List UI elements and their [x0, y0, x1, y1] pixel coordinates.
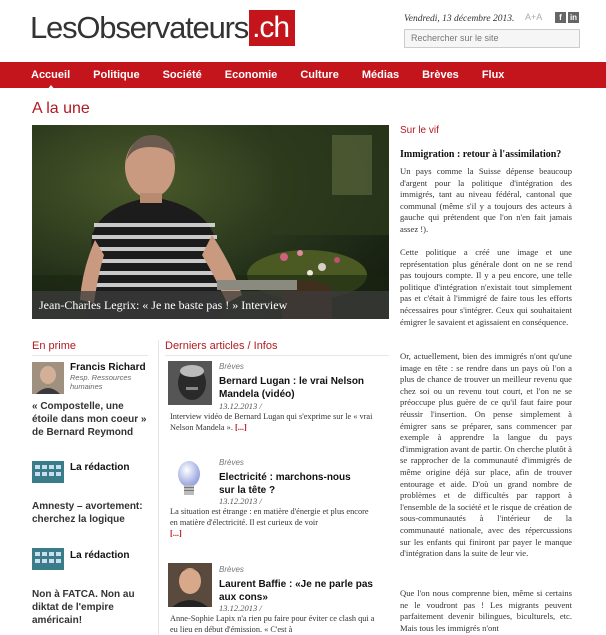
vif-title[interactable]: Immigration : retour à l'assimilation?	[400, 149, 562, 160]
prime-divider	[32, 355, 148, 356]
site-header	[0, 0, 606, 62]
vif-paragraph: Un pays comme la Suisse dépense beaucoup d'argent pour la politique d'intégration des immigrés, tant au niveau fédéral, cantonal que communal (même s'il y a toujours des acteurs à gauche qui prétendent que l'on n'en fait jamais assez !).	[400, 166, 572, 234]
nav-item-politique[interactable]: Politique	[93, 69, 140, 81]
article-date: 13.12.2013 /	[219, 401, 262, 411]
column-divider	[158, 340, 159, 635]
article-date: 13.12.2013 /	[219, 603, 262, 613]
prime-article-link[interactable]: « Compostelle, une étoile dans mon coeur » de Bernard Reymond	[32, 401, 147, 438]
author-avatar	[32, 362, 64, 394]
prime-article-link[interactable]: Amnesty – avortement: cherchez la logique	[32, 501, 143, 525]
prime-author-role: Resp. Ressources humaines	[70, 373, 132, 391]
hero-featured[interactable]	[32, 125, 389, 319]
site-logo[interactable]	[30, 10, 295, 46]
vif-heading: Sur le vif	[400, 125, 439, 136]
prime-heading: En prime	[32, 340, 77, 352]
nav-item-societe[interactable]: Société	[162, 69, 202, 81]
prime-author-block	[70, 362, 150, 391]
linkedin-icon[interactable]: in	[569, 13, 578, 22]
font-size-toggle[interactable]: A+A	[525, 12, 543, 22]
main-nav	[0, 62, 606, 88]
prime-author-name[interactable]: Francis Richard	[70, 362, 146, 373]
article-excerpt-text: Anne-Sophie Lapix n'a rien pu faire pour éviter ce clash qui a eu lieu en début d'émission. « C'est à	[170, 614, 375, 634]
nav-item-accueil[interactable]: Accueil	[31, 69, 71, 81]
nav-item-medias[interactable]: Médias	[361, 69, 400, 81]
search-input[interactable]: Rechercher sur le site	[404, 29, 580, 48]
nav-item-culture[interactable]: Culture	[300, 69, 339, 81]
article-thumbnail[interactable]	[168, 361, 212, 405]
nav-item-breves[interactable]: Brèves	[422, 69, 459, 81]
read-more-link[interactable]: [...]	[170, 529, 182, 538]
vif-paragraph: Que l'on nous comprenne bien, même si certains ne le voudront pas ! Les migrants peuvent parfaitement devenir bilingues, biculturels, etc. Mais tous les immigrés n'ont	[400, 588, 572, 633]
keyboard-icon	[32, 548, 64, 570]
logo-text: LesObservateurs	[30, 10, 249, 45]
section-title: A la une	[32, 100, 90, 117]
articles-divider	[165, 355, 389, 356]
article-excerpt	[170, 506, 375, 539]
nav-item-flux[interactable]: Flux	[481, 69, 505, 81]
vif-paragraph: Cette politique a créé une image et une représentation plus générale dont on ne se rend pas toujours compte. Il y a peu encore, une telle politique d'intégration n'existait tout simplement pas et c'était à l'immigré de faire tous les efforts nécessaires pour s'intégrer. Ceux qui souhaitaient émigrer le savaient et agissaient en conséquence.	[400, 247, 572, 327]
logo-badge: .ch	[249, 10, 295, 46]
article-excerpt-text: La situation est étrange : en matière d'énergie et plus encore en matière d'électricité. Il est curieux de voir	[170, 507, 369, 527]
article-excerpt	[170, 411, 375, 433]
facebook-icon[interactable]: f	[555, 12, 566, 23]
article-category: Brèves	[219, 362, 244, 371]
read-more-link[interactable]: [...]	[234, 423, 247, 432]
article-category: Brèves	[219, 565, 244, 574]
prime-author-name[interactable]: La rédaction	[70, 550, 130, 561]
article-date: 13.12.2013 /	[219, 496, 262, 506]
article-title[interactable]: Laurent Baffie : «Je ne parle pas aux cons»	[219, 579, 373, 603]
article-excerpt-text: Interview vidéo de Bernard Lugan qui s'exprime sur le « vrai Nelson Mandela ».	[170, 412, 373, 432]
articles-heading: Derniers articles / Infos	[165, 340, 278, 352]
article-excerpt	[170, 613, 375, 635]
lightbulb-icon[interactable]	[175, 460, 203, 500]
article-title[interactable]: Electricité : marchons-nous sur la tête ?	[219, 472, 351, 496]
nav-item-economie[interactable]: Economie	[224, 69, 278, 81]
prime-article-link[interactable]: Non à FATCA. Non au diktat de l'empire américain!	[32, 589, 135, 626]
keyboard-icon	[32, 461, 64, 483]
article-thumbnail[interactable]	[168, 563, 212, 607]
prime-author-name[interactable]: La rédaction	[70, 462, 130, 473]
article-title[interactable]: Bernard Lugan : le vrai Nelson Mandela (vidéo)	[219, 376, 365, 400]
current-date: Vendredi, 13 décembre 2013.	[404, 14, 515, 24]
hero-photo	[32, 125, 389, 319]
vif-paragraph: Or, actuellement, bien des immigrés n'ont qu'une image en tête : se rendre dans un pays où l'on a plus de chance de trouver un meilleur revenu que chez soi ou un revenu tout court, et l'on ne se préoccupe plus guère de ce qu'il faut faire pour réussir l'insertion. On pense simplement à émigrer sans se préparer, sans commencer par exemple à apprendre la langue du pays d'immigration avant de partir. On cherche plutôt à se rapprocher de la communauté d'immigrés de même origine déjà sur place, afin de trouver entourage et aide. D'où un grand nombre de problèmes et de difficultés par rapport à l'ensemble de la société et le risque de création de sous-communautés à l'intérieur de la communauté nationale, avec des répercussions sur les enfants qui finiront par payer le manque d'intégration dans la suite de leur vie.	[400, 351, 572, 559]
article-category: Brèves	[219, 458, 244, 467]
hero-caption[interactable]: Jean-Charles Legrix: « Je ne baste pas ! » Interview	[32, 291, 389, 319]
